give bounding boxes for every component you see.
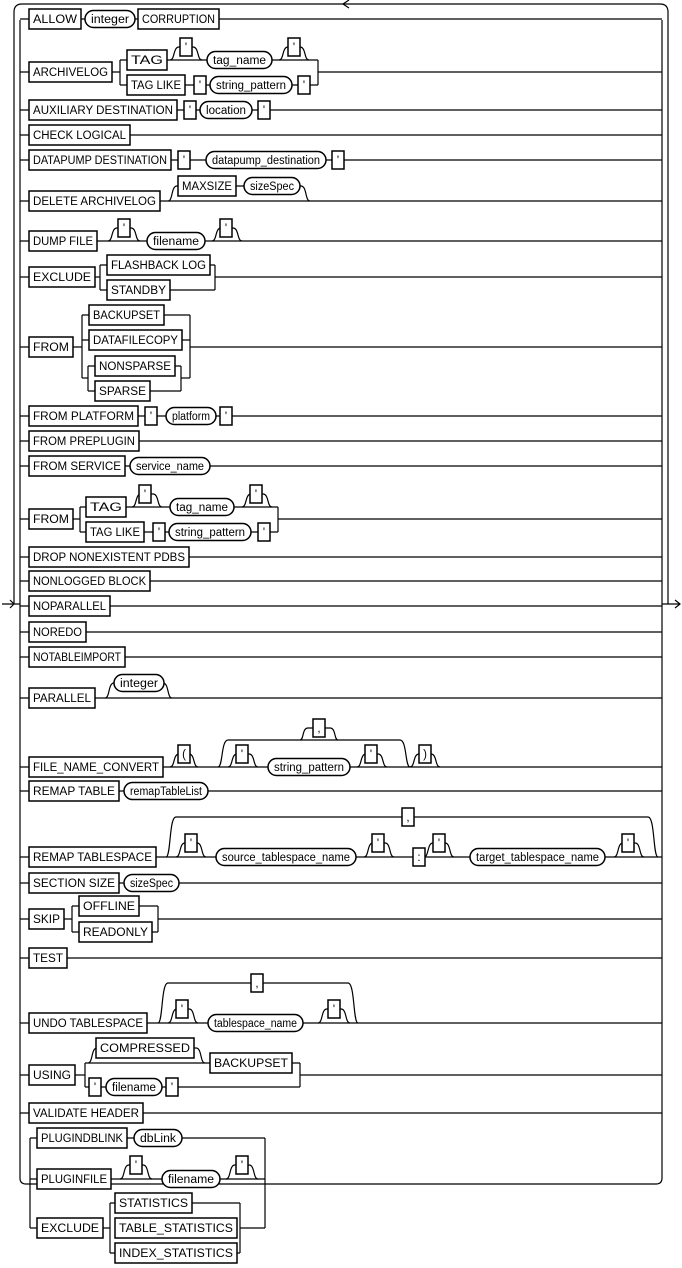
syntax-keyword [29, 909, 64, 929]
syntax-variable [268, 759, 350, 776]
node-label: STATISTICS [119, 1198, 189, 1210]
node-label: UNDO TABLESPACE [33, 1018, 144, 1030]
node-label: ' [240, 749, 244, 761]
node-label: CORRUPTION [142, 14, 215, 26]
syntax-keyword [258, 523, 270, 541]
syntax-keyword [29, 231, 97, 251]
node-label: STANDBY [111, 285, 167, 297]
syntax-keyword [29, 509, 73, 529]
syntax-keyword [29, 873, 119, 893]
node-label: READONLY [83, 927, 149, 939]
syntax-keyword [118, 219, 130, 237]
node-label: TAG [131, 55, 164, 67]
syntax-keyword [250, 485, 262, 503]
node-label: dbLink [140, 1133, 177, 1145]
syntax-keyword [372, 834, 384, 852]
syntax-keyword [86, 522, 144, 542]
node-label: NONSPARSE [99, 361, 172, 373]
node-label: filename [112, 1082, 156, 1094]
syntax-keyword [29, 406, 138, 426]
node-label: ' [224, 411, 228, 423]
syntax-keyword [127, 50, 167, 70]
node-label: ' [93, 1082, 97, 1094]
node-label: tag_name [176, 502, 228, 514]
syntax-variable [470, 849, 605, 866]
node-label: string_pattern [175, 527, 245, 539]
syntax-keyword [176, 1000, 188, 1018]
node-label: REMAP TABLESPACE [33, 852, 153, 864]
syntax-keyword [89, 305, 164, 325]
node-label: : [417, 852, 421, 864]
syntax-variable [114, 675, 164, 692]
node-label: tag_name [213, 55, 266, 67]
syntax-keyword [89, 1078, 101, 1096]
node-label: MAXSIZE [182, 181, 233, 193]
node-label: ( [182, 749, 186, 761]
syntax-keyword [37, 1128, 127, 1148]
node-label: TAG LIKE [90, 527, 141, 539]
syntax-keyword [29, 191, 160, 211]
syntax-keyword [115, 1243, 237, 1263]
node-label: ' [626, 838, 630, 850]
syntax-keyword [236, 745, 248, 763]
syntax-variable [207, 52, 272, 69]
node-label: datapump_destination [212, 155, 320, 167]
node-label: FROM [33, 514, 69, 526]
syntax-variable [200, 102, 252, 119]
syntax-keyword [332, 151, 344, 169]
syntax-keyword [29, 781, 119, 801]
syntax-keyword [365, 745, 377, 763]
syntax-keyword [413, 848, 425, 866]
syntax-keyword [298, 76, 310, 94]
node-label: ' [224, 223, 228, 235]
syntax-keyword [29, 125, 130, 145]
syntax-keyword [115, 1218, 237, 1238]
node-label: PARALLEL [33, 693, 92, 705]
syntax-keyword [29, 62, 112, 82]
syntax-keyword [29, 1013, 147, 1033]
node-label: ' [336, 155, 340, 167]
syntax-keyword [402, 808, 414, 826]
node-label: , [255, 978, 259, 990]
syntax-keyword [95, 381, 150, 401]
node-label: ALLOW [33, 14, 78, 26]
syntax-keyword [139, 485, 151, 503]
node-label: TEST [33, 953, 63, 965]
node-label: CHECK LOGICAL [33, 130, 127, 142]
diagram-lines [2, 0, 680, 1253]
node-label: , [406, 812, 410, 824]
syntax-keyword [29, 622, 86, 642]
syntax-keyword [79, 922, 152, 942]
node-label: TAG LIKE [131, 80, 182, 92]
node-label: filename [168, 1174, 214, 1186]
syntax-keyword [220, 219, 232, 237]
node-label: ' [302, 80, 306, 92]
syntax-keyword [29, 596, 110, 616]
node-label: source_tablespace_name [222, 852, 350, 864]
syntax-keyword [419, 745, 431, 763]
node-label: DATAPUMP DESTINATION [33, 155, 167, 167]
syntax-keyword [166, 1078, 178, 1096]
syntax-keyword [107, 280, 170, 300]
node-label: ARCHIVELOG [33, 67, 109, 79]
node-label: ' [149, 411, 153, 423]
syntax-variable [124, 875, 179, 892]
node-label: ' [170, 1082, 174, 1094]
syntax-keyword [29, 847, 156, 867]
node-label: platform [172, 411, 210, 423]
syntax-variable [85, 11, 135, 28]
node-label: integer [120, 678, 159, 690]
syntax-variable [162, 1171, 220, 1188]
syntax-keyword [127, 75, 185, 95]
syntax-keyword [86, 497, 126, 517]
node-label: string_pattern [216, 80, 286, 92]
node-label: filename [153, 236, 199, 248]
syntax-keyword [236, 1156, 248, 1174]
node-label: NOREDO [33, 627, 83, 639]
node-label: ' [188, 105, 192, 117]
syntax-keyword [153, 523, 165, 541]
syntax-keyword [29, 757, 163, 777]
syntax-variable [124, 783, 208, 800]
syntax-keyword [37, 1218, 103, 1238]
node-label: ' [369, 749, 373, 761]
node-label: BACKUPSET [214, 1058, 288, 1070]
syntax-variable [130, 458, 210, 475]
node-label: ' [254, 489, 258, 501]
syntax-variable [166, 408, 216, 425]
node-label: FROM [33, 342, 69, 354]
syntax-keyword [29, 267, 95, 287]
syntax-keyword [130, 1156, 142, 1174]
node-label: OFFLINE [83, 901, 136, 913]
syntax-keyword [194, 76, 206, 94]
node-label: ' [189, 838, 193, 850]
syntax-keyword [178, 151, 190, 169]
node-label: ' [134, 1160, 138, 1172]
node-label: ' [184, 42, 188, 54]
node-label: COMPRESSED [100, 1043, 190, 1055]
node-label: FLASHBACK LOG [111, 260, 207, 272]
syntax-variable [106, 1079, 162, 1096]
syntax-keyword [29, 547, 189, 567]
node-label: ' [180, 1004, 184, 1016]
node-label: , [317, 723, 321, 735]
node-label: sizeSpec [130, 878, 174, 890]
syntax-keyword [29, 647, 125, 667]
syntax-keyword [178, 176, 236, 196]
node-label: FROM SERVICE [33, 461, 122, 473]
node-label: DUMP FILE [33, 236, 94, 248]
syntax-keyword [433, 834, 445, 852]
node-label: ' [437, 838, 441, 850]
syntax-keyword [138, 9, 219, 29]
syntax-keyword [29, 1103, 143, 1123]
node-label: ' [292, 42, 296, 54]
syntax-keyword [79, 896, 139, 916]
syntax-keyword [95, 356, 175, 376]
syntax-keyword [89, 330, 182, 350]
node-label: FROM PREPLUGIN [33, 436, 135, 448]
node-label: TAG [90, 502, 123, 514]
node-label: ' [198, 80, 202, 92]
syntax-keyword [258, 101, 270, 119]
syntax-variable [147, 233, 205, 250]
node-label: INDEX_STATISTICS [119, 1248, 234, 1260]
node-label: ' [143, 489, 147, 501]
syntax-keyword [185, 834, 197, 852]
syntax-keyword [220, 407, 232, 425]
syntax-keyword [29, 337, 73, 357]
node-label: remapTableList [130, 786, 203, 798]
node-label: ' [376, 838, 380, 850]
syntax-variable [208, 1015, 303, 1032]
node-label: ) [423, 749, 427, 761]
syntax-keyword [29, 456, 125, 476]
node-label: integer [91, 14, 130, 26]
node-label: VALIDATE HEADER [33, 1108, 139, 1120]
node-label: EXCLUDE [33, 272, 92, 284]
node-label: string_pattern [274, 762, 344, 774]
node-label: target_tablespace_name [476, 852, 599, 864]
syntax-keyword [29, 688, 95, 708]
node-label: SPARSE [99, 386, 147, 398]
syntax-variable [244, 178, 300, 195]
node-label: ' [262, 105, 266, 117]
syntax-keyword [29, 571, 150, 591]
node-label: PLUGINFILE [41, 1174, 108, 1186]
node-label: service_name [136, 461, 204, 473]
node-label: NOTABLEIMPORT [33, 652, 121, 664]
syntax-variable [169, 524, 251, 541]
node-label: SKIP [33, 914, 61, 926]
syntax-variable [206, 152, 326, 169]
node-label: USING [33, 1070, 72, 1082]
node-label: PLUGINDBLINK [41, 1133, 124, 1145]
syntax-keyword [29, 1065, 75, 1085]
syntax-variable [170, 499, 234, 516]
node-label: location [206, 105, 246, 117]
syntax-keyword [328, 1000, 340, 1018]
syntax-keyword [115, 1193, 192, 1213]
syntax-keyword [96, 1038, 194, 1058]
syntax-keyword [180, 38, 192, 56]
syntax-keyword [29, 150, 171, 170]
node-label: DELETE ARCHIVELOG [33, 196, 157, 208]
node-label: FROM PLATFORM [33, 411, 134, 423]
syntax-variable [134, 1130, 182, 1147]
syntax-keyword [145, 407, 157, 425]
syntax-keyword [251, 974, 263, 992]
node-label: TABLE_STATISTICS [119, 1223, 234, 1235]
syntax-keyword [210, 1053, 292, 1073]
node-label: ' [157, 527, 161, 539]
syntax-variable [210, 77, 292, 94]
syntax-keyword [29, 100, 177, 120]
syntax-keyword [29, 9, 81, 29]
node-label: NOPARALLEL [33, 601, 107, 613]
node-label: NONLOGGED BLOCK [33, 576, 147, 588]
syntax-keyword [622, 834, 634, 852]
node-label: REMAP TABLE [33, 786, 116, 798]
node-label: ' [182, 155, 186, 167]
node-label: ' [262, 527, 266, 539]
node-label: SECTION SIZE [33, 878, 116, 890]
node-label: sizeSpec [250, 181, 295, 193]
syntax-keyword [288, 38, 300, 56]
syntax-keyword [107, 255, 210, 275]
node-label: BACKUPSET [93, 310, 160, 322]
syntax-keyword [29, 431, 139, 451]
node-label: ' [240, 1160, 244, 1172]
syntax-variable [216, 849, 356, 866]
syntax-keyword [29, 948, 67, 968]
syntax-keyword [178, 745, 190, 763]
syntax-keyword [184, 101, 196, 119]
node-label: EXCLUDE [41, 1223, 100, 1235]
node-label: ' [122, 223, 126, 235]
node-label: DROP NONEXISTENT PDBS [33, 552, 186, 564]
syntax-keyword [313, 719, 325, 737]
node-label: tablespace_name [214, 1018, 297, 1030]
syntax-keyword [37, 1169, 111, 1189]
node-label: FILE_NAME_CONVERT [33, 762, 159, 774]
node-label: DATAFILECOPY [93, 335, 179, 347]
node-label: ' [332, 1004, 336, 1016]
node-label: AUXILIARY DESTINATION [33, 105, 173, 117]
